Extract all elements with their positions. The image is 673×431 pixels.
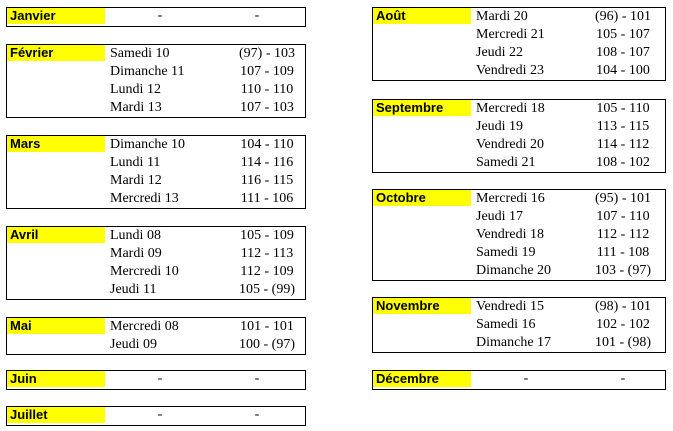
month-label: Décembre (373, 371, 471, 387)
match-score: 100 - (97) (239, 337, 295, 352)
match-day: Vendredi 23 (476, 63, 545, 78)
match-row (7, 154, 305, 172)
match-day: Mardi 20 (476, 9, 528, 24)
match-score: (96) - 101 (595, 9, 651, 24)
empty-day-placeholder: - (157, 371, 163, 386)
match-score: 105 - 110 (596, 101, 650, 116)
month-label: Janvier (7, 8, 105, 24)
match-row (373, 154, 665, 172)
match-day: Dimanche 20 (476, 263, 552, 278)
match-day: Jeudi 19 (476, 119, 524, 134)
match-day: Mercredi 21 (476, 27, 545, 42)
match-row (373, 62, 665, 80)
match-score: 112 - 113 (240, 246, 294, 261)
match-row (7, 63, 305, 81)
empty-day-placeholder: - (157, 8, 163, 23)
month-block-janvier (6, 7, 306, 27)
match-score: 104 - 100 (596, 63, 650, 78)
match-score: 104 - 110 (240, 137, 294, 152)
match-day: Jeudi 17 (476, 209, 524, 224)
month-block-mars (6, 135, 306, 209)
match-day: Vendredi 20 (476, 137, 545, 152)
month-block-avril (6, 226, 306, 300)
match-row (373, 190, 665, 208)
match-day: Dimanche 11 (110, 64, 185, 79)
match-day: Lundi 12 (110, 82, 161, 97)
match-score: 111 - 106 (240, 191, 294, 206)
match-day: Samedi 19 (476, 245, 536, 260)
empty-score-placeholder: - (620, 371, 626, 386)
match-day: Vendredi 15 (476, 299, 545, 314)
match-day: Mercredi 13 (110, 191, 179, 206)
empty-row (373, 370, 665, 388)
match-day: Mardi 12 (110, 173, 162, 188)
match-row (7, 318, 305, 336)
match-row (7, 99, 305, 117)
match-row (7, 190, 305, 208)
match-score: 112 - 112 (596, 227, 650, 242)
month-label: Juin (7, 371, 105, 387)
match-day: Jeudi 11 (110, 282, 157, 297)
match-day: Mercredi 18 (476, 101, 545, 116)
match-row (373, 26, 665, 44)
match-score: (95) - 101 (595, 191, 651, 206)
match-score: 107 - 103 (240, 100, 294, 115)
match-score: 108 - 107 (596, 45, 650, 60)
match-row (373, 298, 665, 316)
match-day: Mercredi 08 (110, 319, 179, 334)
month-label: Octobre (373, 190, 471, 206)
month-block-fevrier (6, 44, 306, 118)
match-day: Mercredi 10 (110, 264, 179, 279)
match-score: 107 - 110 (596, 209, 650, 224)
match-day: Samedi 21 (476, 155, 536, 170)
match-score: (97) - 103 (239, 46, 295, 61)
match-row (7, 45, 305, 63)
month-block-juillet (6, 406, 306, 426)
match-score: 110 - 110 (240, 82, 294, 97)
match-day: Jeudi 09 (110, 337, 158, 352)
match-row (373, 334, 665, 352)
month-block-decembre (372, 370, 666, 390)
month-block-aout (372, 7, 666, 81)
match-score: 101 - (98) (595, 335, 651, 350)
match-score: 112 - 109 (240, 264, 294, 279)
match-row (7, 227, 305, 245)
match-row (373, 100, 665, 118)
empty-score-placeholder: - (254, 407, 260, 422)
match-score: 113 - 115 (596, 119, 650, 134)
match-day: Mardi 09 (110, 246, 162, 261)
match-day: Samedi 16 (476, 317, 536, 332)
match-day: Mardi 13 (110, 100, 162, 115)
empty-day-placeholder: - (157, 407, 163, 422)
month-block-novembre (372, 297, 666, 353)
match-row (373, 118, 665, 136)
match-row (373, 244, 665, 262)
month-block-septembre (372, 99, 666, 173)
empty-score-placeholder: - (254, 371, 260, 386)
empty-day-placeholder: - (523, 371, 529, 386)
match-score: 114 - 112 (596, 137, 650, 152)
match-score: 107 - 109 (240, 64, 294, 79)
match-score: 102 - 102 (596, 317, 650, 332)
match-day: Dimanche 17 (476, 335, 552, 350)
match-score: 101 - 101 (240, 319, 294, 334)
month-label: Mai (7, 318, 105, 334)
match-day: Lundi 08 (110, 228, 161, 243)
match-score: 116 - 115 (240, 173, 294, 188)
month-label: Août (373, 8, 471, 24)
month-label: Avril (7, 227, 105, 243)
match-score: (98) - 101 (595, 299, 651, 314)
match-score: 103 - (97) (595, 263, 651, 278)
match-row (7, 245, 305, 263)
match-score: 111 - 108 (596, 245, 650, 260)
match-row (373, 44, 665, 62)
match-day: Lundi 11 (110, 155, 161, 170)
match-row (373, 8, 665, 26)
match-row (373, 208, 665, 226)
match-row (7, 336, 305, 354)
month-label: Février (7, 45, 105, 61)
match-day: Dimanche 10 (110, 137, 186, 152)
match-score: 105 - 109 (240, 228, 294, 243)
match-row (7, 263, 305, 281)
month-label: Novembre (373, 298, 471, 314)
match-day: Samedi 10 (110, 46, 170, 61)
match-row (7, 81, 305, 99)
match-row (373, 316, 665, 334)
month-block-octobre (372, 189, 666, 281)
month-label: Juillet (7, 407, 105, 423)
match-score: 105 - 107 (596, 27, 650, 42)
match-day: Mercredi 16 (476, 191, 545, 206)
empty-row (7, 406, 305, 424)
empty-score-placeholder: - (254, 8, 260, 23)
match-row (7, 281, 305, 299)
month-label: Septembre (373, 100, 471, 116)
match-row (7, 136, 305, 154)
month-block-juin (6, 370, 306, 390)
empty-row (7, 370, 305, 388)
match-row (373, 262, 665, 280)
match-day: Vendredi 18 (476, 227, 545, 242)
match-score: 114 - 116 (240, 155, 294, 170)
match-row (373, 136, 665, 154)
match-score: 105 - (99) (239, 282, 295, 297)
match-score: 108 - 102 (596, 155, 650, 170)
match-row (7, 172, 305, 190)
empty-row (7, 7, 305, 25)
month-block-mai (6, 317, 306, 355)
match-row (373, 226, 665, 244)
match-day: Jeudi 22 (476, 45, 524, 60)
month-label: Mars (7, 136, 105, 152)
